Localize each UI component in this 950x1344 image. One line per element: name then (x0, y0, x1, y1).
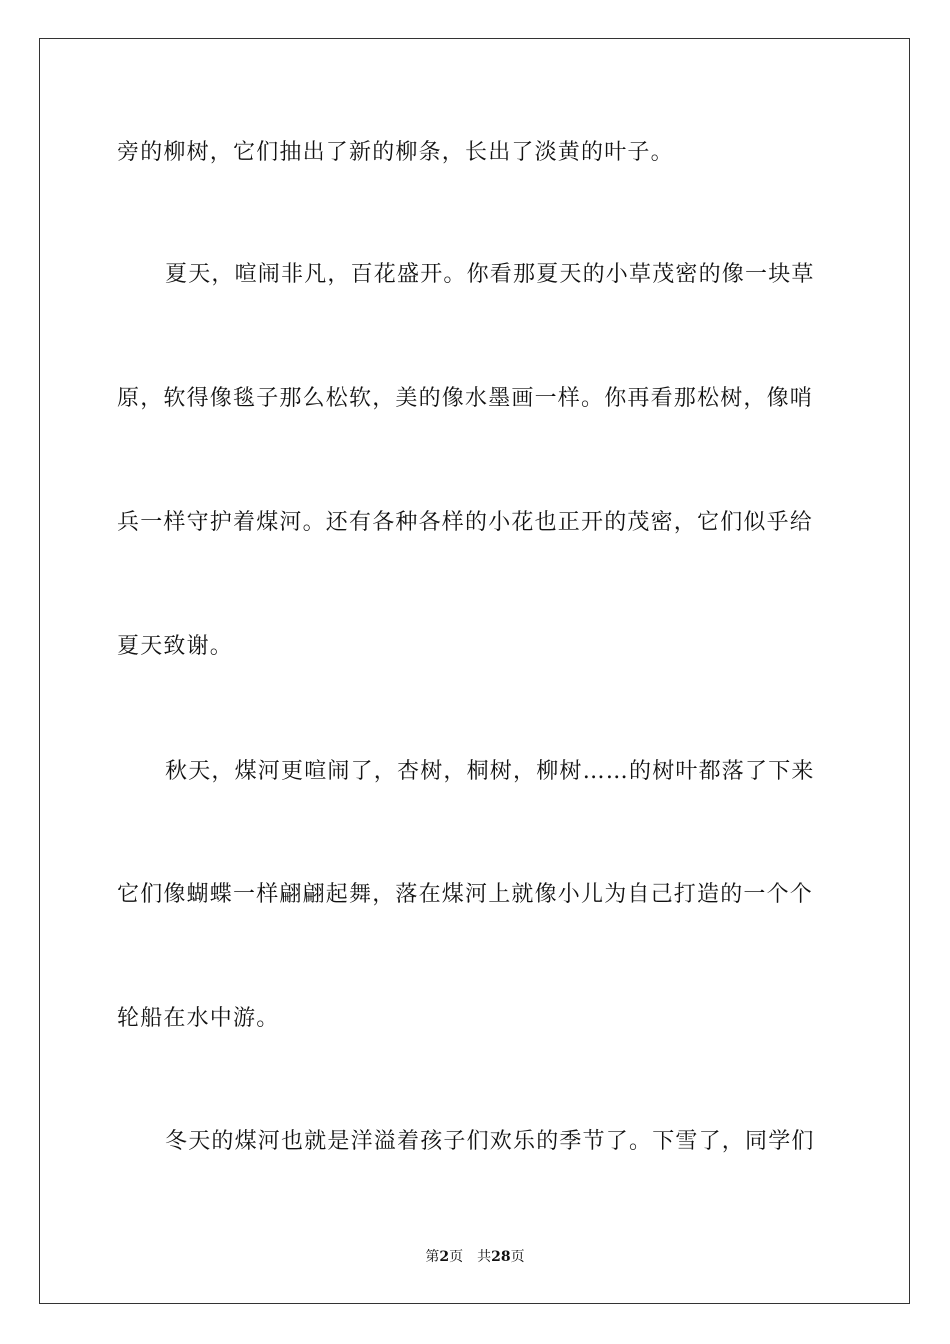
text-line-6: 秋天，煤河更喧闹了，杏树，桐树，柳树……的树叶都落了下来 (165, 759, 815, 784)
text-line-2: 夏天，喧闹非凡，百花盛开。你看那夏天的小草茂密的像一块草 (165, 262, 815, 287)
text-line-4: 兵一样守护着煤河。还有各种各样的小花也正开的茂密，它们似乎给 (117, 510, 814, 535)
total-suffix: 页 (510, 1249, 525, 1265)
page-suffix: 页 (449, 1249, 464, 1265)
text-line-1: 旁的柳树，它们抽出了新的柳条，长出了淡黄的叶子。 (117, 140, 674, 165)
text-line-5: 夏天致谢。 (117, 634, 234, 659)
page-prefix: 第 (425, 1249, 440, 1265)
text-line-7: 它们像蝴蝶一样翩翩起舞，落在煤河上就像小儿为自己打造的一个个 (117, 882, 814, 907)
total-pages: 28 (491, 1249, 511, 1265)
page-border (39, 38, 910, 1304)
page-number: 2 (439, 1249, 450, 1265)
text-line-9: 冬天的煤河也就是洋溢着孩子们欢乐的季节了。下雪了，同学们 (165, 1129, 815, 1154)
total-prefix: 共 (477, 1249, 492, 1265)
text-line-3: 原，软得像毯子那么松软，美的像水墨画一样。你再看那松树，像哨 (117, 386, 814, 411)
text-line-8: 轮船在水中游。 (117, 1006, 280, 1031)
page-footer (0, 1246, 950, 1266)
